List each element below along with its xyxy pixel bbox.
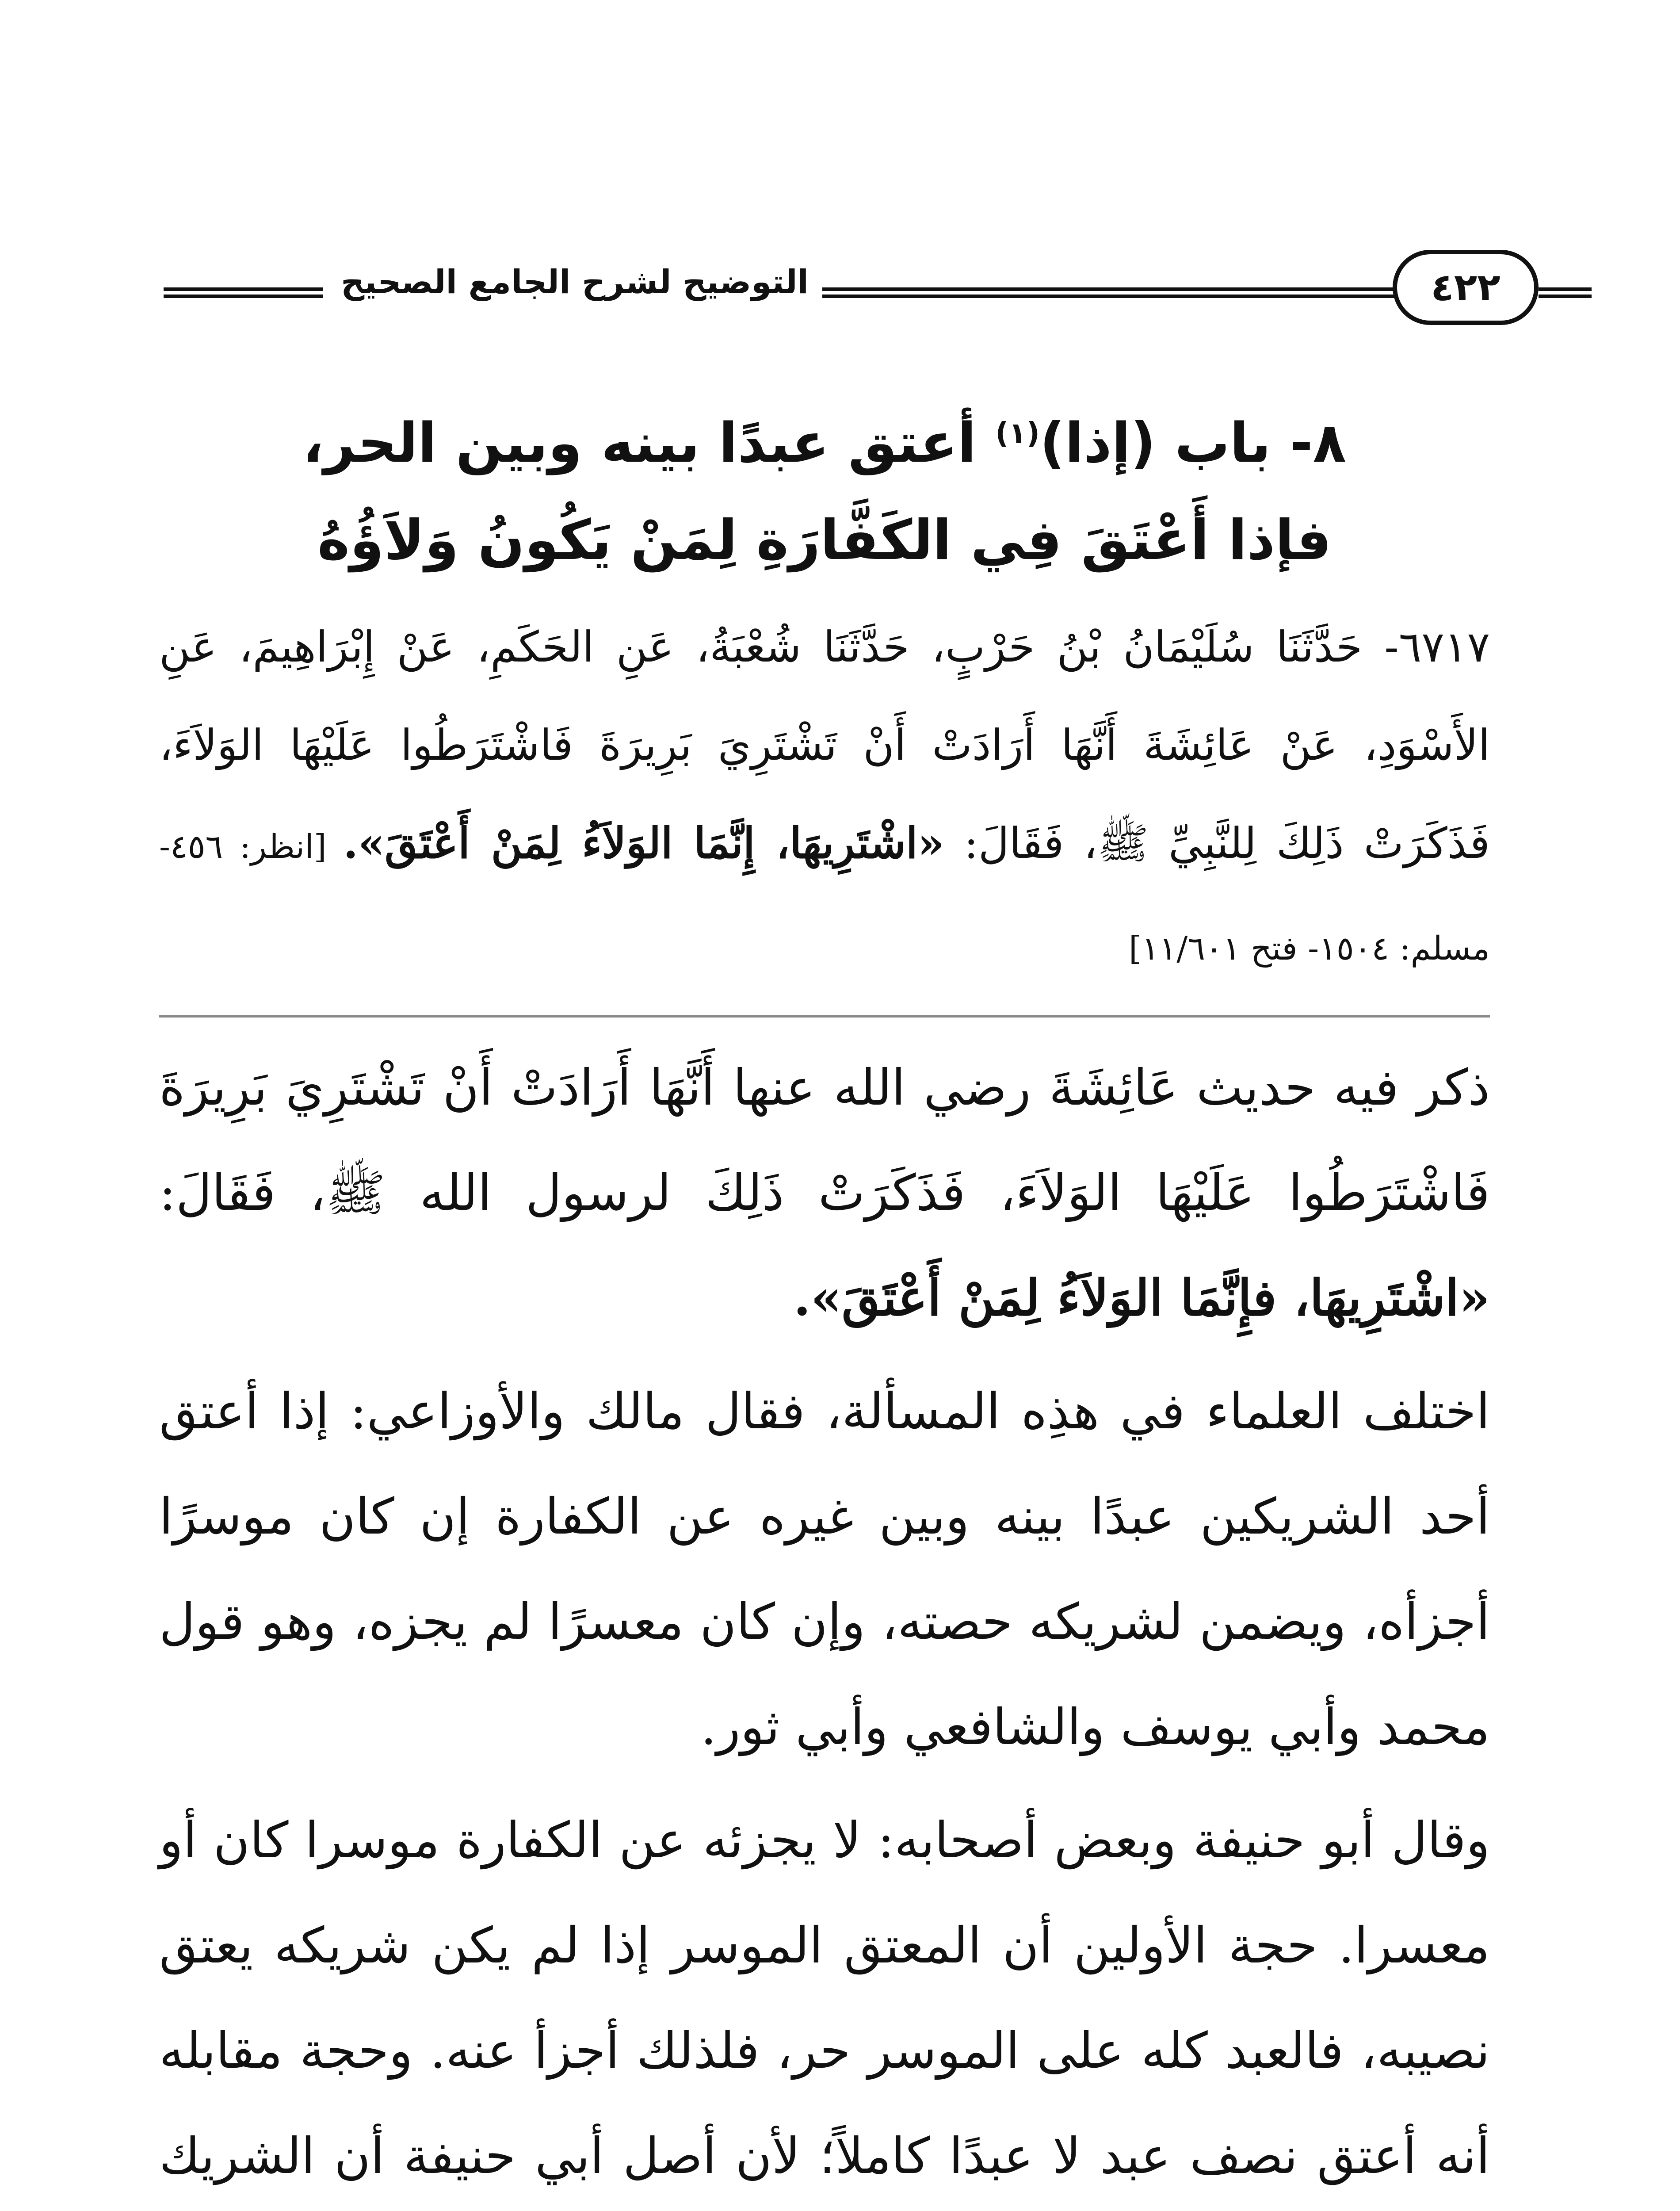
hadith-isnad: ٦٧١٧- حَدَّثَنَا سُلَيْمَانُ بْنُ حَرْبٍ، حَدَّثَنَا شُعْبَةُ، عَنِ الحَكَمِ، عَنْ إِبْرَاهِيمَ، عَنِ الأَسْوَدِ، عَنْ عَائِشَةَ أَنَّهَا أَرَادَتْ أَنْ تَشْتَرِيَ بَرِيرَةَ فَاشْتَرَطُوا عَلَيْهَا الوَلاَءَ، فَذَكَرَتْ ذَلِكَ لِلنَّبِيِّ ﷺ، فَقَالَ: [159, 622, 1490, 868]
header-double-rule-middle [822, 287, 1397, 298]
paragraph-1-quote: «اشْتَرِيهَا، فإِنَّمَا الوَلاَءُ لِمَنْ أَعْتَقَ». [793, 1269, 1490, 1327]
page-content [159, 385, 1490, 2211]
hadith-quote: «اشْتَرِيهَا، إِنَّمَا الوَلاَءُ لِمَنْ أَعْتَقَ». [343, 818, 944, 868]
chapter-heading [159, 385, 1490, 589]
commentary-paragraph-3: وقال أبو حنيفة وبعض أصحابه: لا يجزئه عن الكفارة موسرا كان أو معسرا. حجة الأولين أن المعتق الموسر إذا لم يكن شريكه يعتق نصيبه، فالعبد كله على الموسر حر، فلذلك أجزأ عنه. وحجة مقابله أنه أعتق نصف عبد لا عبدًا كاملاً؛ لأن أصل أبي حنيفة أن الشريك [159, 1812, 1490, 2185]
hadith-reference: [انظر: ٤٥٦- مسلم: ١٥٠٤- فتح ١١/٦٠١] [159, 828, 1490, 968]
chapter-heading-line-1 [159, 385, 1490, 492]
commentary-paragraph-1 [159, 1035, 1490, 1351]
chapter-heading-prefix: ٨- باب (إذا) [1039, 411, 1347, 475]
page-number: ٤٢٢ [1393, 250, 1539, 325]
commentary-paragraph-2: اختلف العلماء في هذِه المسألة، فقال مالك والأوزاعي: إذا أعتق أحد الشريكين عبدًا بينه وبين غيره عن الكفارة إن كان موسرًا أجزأه، ويضمن لشريكه حصته، وإن كان معسرًا لم يجزه، وهو قول محمد وأبي يوسف والشافعي وأبي ثور. [159, 1383, 1490, 1756]
header-double-rule-right [1539, 287, 1592, 298]
paragraph-1-text: ذكر فيه حديث عَائِشَةَ رضي الله عنها أَنَّهَا أَرَادَتْ أَنْ تَشْتَرِيَ بَرِيرَةَ فَاشْتَرَطُوا عَلَيْهَا الوَلاَءَ، فَذَكَرَتْ ذَلِكَ لرسول الله ﷺ، فَقَالَ: [159, 1059, 1490, 1222]
section-divider [159, 1015, 1490, 1018]
chapter-heading-rest: أعتق عبدًا بينه وبين الحر، [302, 411, 996, 475]
book-title: التوضيح لشرح الجامع الصحيح [340, 263, 809, 301]
header-double-rule-left [164, 287, 323, 298]
hadith-text [159, 598, 1490, 998]
footnote-marker: (١) [995, 416, 1040, 450]
running-header [164, 245, 1534, 334]
chapter-heading-line-2: فإذا أَعْتَقَ فِي الكَفَّارَةِ لِمَنْ يَكُونُ وَلاَؤُهُ [317, 509, 1332, 573]
